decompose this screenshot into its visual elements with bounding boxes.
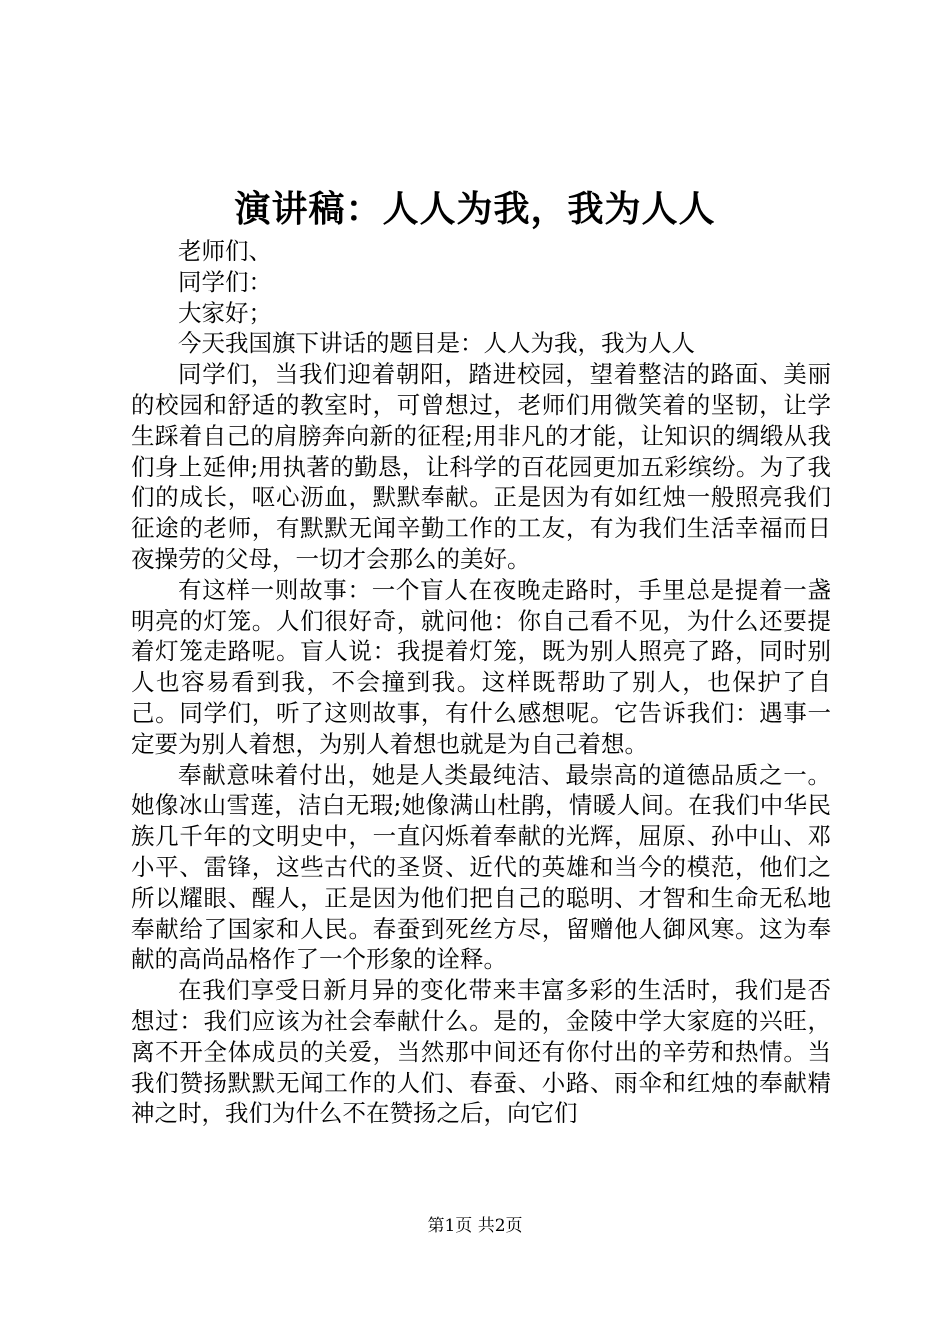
paragraph-1: 同学们，当我们迎着朝阳，踏进校园，望着整洁的路面、美丽的校园和舒适的教室时，可曾想过，老师们用微笑着的坚韧，让学生踩着自己的肩膀奔向新的征程;用非凡的才能，让知识的绸缎从我们身上延伸;用执著的勤恳，让科学的百花园更加五彩缤纷。为了我们的成长，呕心沥血，默默奉献。正是因为有如红烛一般照亮我们征途的老师，有默默无闻辛勤工作的工友，有为我们生活幸福而日夜操劳的父母，一切才会那么的美好。 xyxy=(131,360,831,573)
salutation-students: 同学们： xyxy=(178,267,272,296)
page-number-footer: 第1页 共2页 xyxy=(427,1216,523,1236)
salutation-teachers: 老师们、 xyxy=(178,237,272,265)
salutation-greeting: 大家好； xyxy=(178,298,272,327)
speech-topic-line: 今天我国旗下讲话的题目是：人人为我，我为人人 xyxy=(178,329,695,358)
document-title: 演讲稿：人人为我，我为人人 xyxy=(234,188,716,230)
paragraph-2: 有这样一则故事：一个盲人在夜晚走路时，手里总是提着一盏明亮的灯笼。人们很好奇，就问他：你自己看不见，为什么还要提着灯笼走路呢。盲人说：我提着灯笼，既为别人照亮了路，同时别人也容易看到我，不会撞到我。这样既帮助了别人，也保护了自己。同学们，听了这则故事，有什么感想呢。它告诉我们：遇事一定要为别人着想，为别人着想也就是为自己着想。 xyxy=(131,575,831,758)
document-body xyxy=(131,236,831,1129)
paragraph-4: 在我们享受日新月异的变化带来丰富多彩的生活时，我们是否想过：我们应该为社会奉献什么。是的，金陵中学大家庭的兴旺，离不开全体成员的关爱，当然那中间还有你付出的辛劳和热情。当我们赞扬默默无闻工作的人们、春蚕、小路、雨伞和红烛的奉献精神之时，我们为什么不在赞扬之后，向它们 xyxy=(131,976,831,1128)
paragraph-3: 奉献意味着付出，她是人类最纯洁、最崇高的道德品质之一。她像冰山雪莲，洁白无瑕;她像满山杜鹃，情暖人间。在我们中华民族几千年的文明史中，一直闪烁着奉献的光辉，屈原、孙中山、邓小平、雷锋，这些古代的圣贤、近代的英雄和当今的模范，他们之所以耀眼、醒人，正是因为他们把自己的聪明、才智和生命无私地奉献给了国家和人民。春蚕到死丝方尽，留赠他人御风寒。这为奉献的高尚品格作了一个形象的诠释。 xyxy=(131,760,831,974)
